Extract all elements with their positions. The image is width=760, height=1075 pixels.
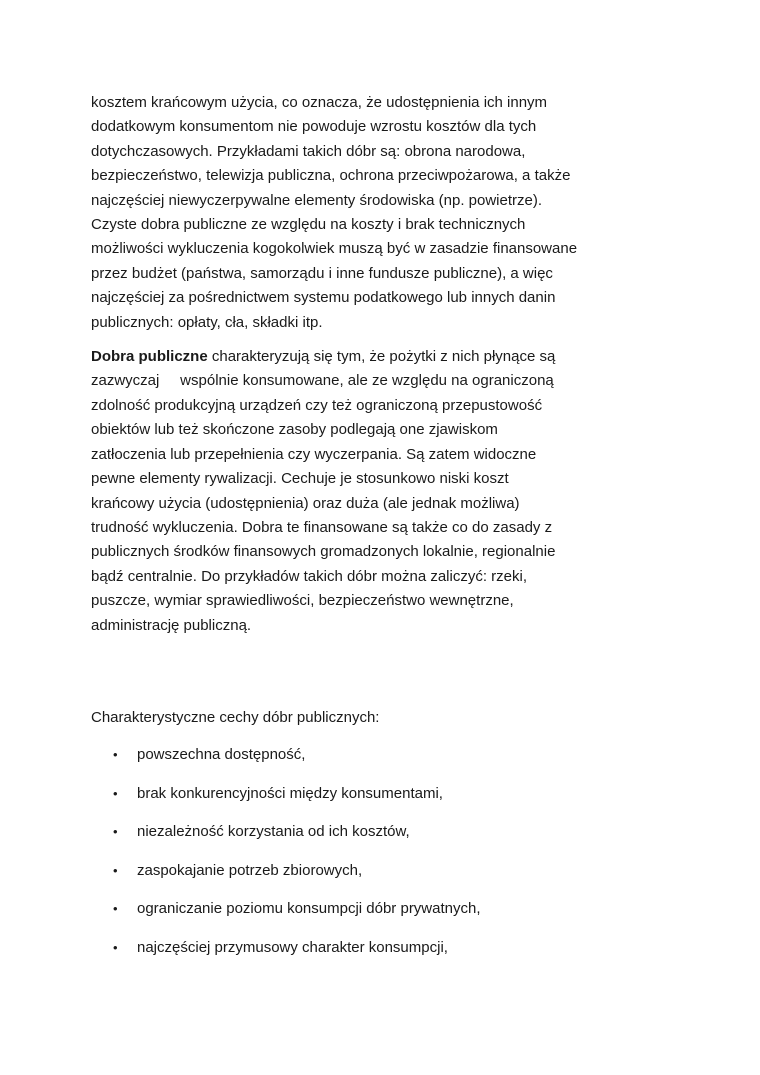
text-line: zdolność produkcyjną urządzeń czy też ograniczoną przepustowość xyxy=(91,396,543,414)
list-item-text: najczęściej przymusowy charakter konsumpcji, xyxy=(137,938,448,956)
text-line: dotychczasowych. Przykładami takich dóbr są: obrona narodowa, xyxy=(91,142,526,160)
text-run: charakteryzują się tym, że pożytki z nich płynące są xyxy=(207,348,556,366)
list-heading: Charakterystyczne cechy dóbr publicznych: xyxy=(91,709,380,726)
text-line: dodatkowym konsumentom nie powoduje wzrostu kosztów dla tych xyxy=(91,118,537,136)
text-line: najczęściej za pośrednictwem systemu podatkowego lub innych danin xyxy=(91,289,556,307)
document-body xyxy=(91,91,631,638)
text-line: publicznych: opłaty, cła, składki itp. xyxy=(91,313,323,331)
text-line: Czyste dobra publiczne ze względu na koszty i brak technicznych xyxy=(91,216,526,234)
list-item-text: brak konkurencyjności między konsumentami, xyxy=(137,784,443,802)
list-item-text: powszechna dostępność, xyxy=(137,746,306,763)
paragraph-public-goods xyxy=(91,345,631,638)
bullet-icon: • xyxy=(113,901,118,917)
text-line: bądź centralnie. Do przykładów takich dóbr można zaliczyć: rzeki, xyxy=(91,567,528,585)
text-line: obiektów lub też skończone zasoby podlegają one zjawiskom xyxy=(91,421,498,439)
paragraph-pure-public-goods xyxy=(91,91,631,335)
text-line: pewne elementy rywalizacji. Cechuje je stosunkowo niski koszt xyxy=(91,470,509,488)
bullet-icon: • xyxy=(113,939,118,955)
text-line: bezpieczeństwo, telewizja publiczna, ochrona przeciwpożarowa, a także xyxy=(91,167,571,185)
paragraph-spacer xyxy=(91,335,631,345)
text-line: publicznych środków finansowych gromadzonych lokalnie, regionalnie xyxy=(91,543,556,561)
text-line: krańcowy użycia (udostępnienia) oraz duża (ale jednak możliwa) xyxy=(91,494,520,512)
list-item-text: ograniczanie poziomu konsumpcji dóbr prywatnych, xyxy=(137,900,481,918)
list-item-text: zaspokajanie potrzeb zbiorowych, xyxy=(137,861,363,879)
text-line: przez budżet (państwa, samorządu i inne fundusze publiczne), a więc xyxy=(91,264,553,282)
text-line: najczęściej niewyczerpywalne elementy środowiska (np. powietrze). xyxy=(91,191,543,209)
text-line: możliwości wykluczenia kogokolwiek muszą być w zasadzie finansowane xyxy=(91,240,578,258)
text-line: puszcze, wymiar sprawiedliwości, bezpieczeństwo wewnętrzne, xyxy=(91,592,514,610)
text-line: kosztem krańcowym użycia, co oznacza, że udostępnienia ich innym xyxy=(91,94,548,111)
bold-term: Dobra publiczne xyxy=(91,348,208,366)
text-line: zatłoczenia lub przepełnienia czy wyczerpania. Są zatem widoczne xyxy=(91,445,537,463)
bullet-icon: • xyxy=(113,785,118,801)
text-line: administrację publiczną. xyxy=(91,616,252,634)
bullet-icon: • xyxy=(113,862,118,878)
bullet-icon: • xyxy=(113,747,118,762)
text-line-first xyxy=(91,345,631,369)
text-line: trudność wykluczenia. Dobra te finansowane są także co do zasady z xyxy=(91,518,553,536)
text-line: zazwyczaj wspólnie konsumowane, ale ze względu na ograniczoną xyxy=(91,372,554,390)
bullet-icon: • xyxy=(113,824,118,840)
list-item-text: niezależność korzystania od ich kosztów, xyxy=(137,823,410,841)
